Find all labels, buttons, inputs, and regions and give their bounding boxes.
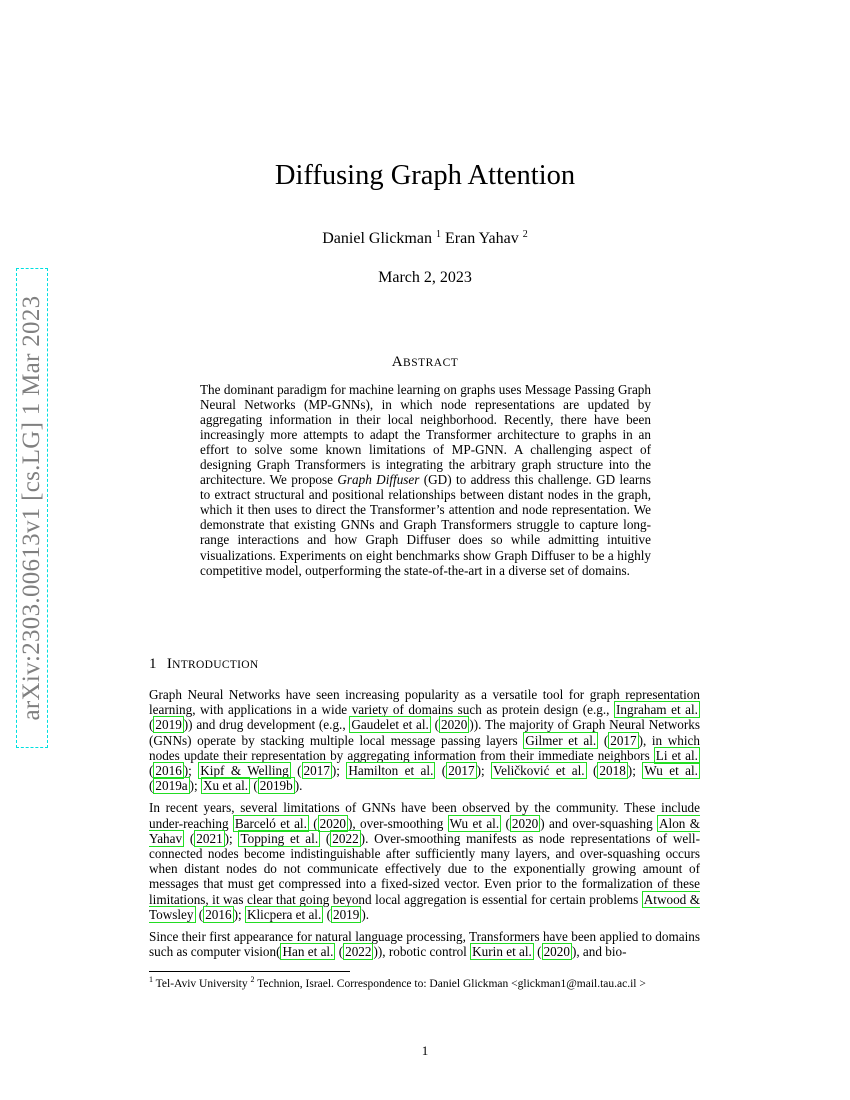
citation-link[interactable]: 2020	[440, 717, 468, 733]
citation-link[interactable]: Han et al.	[282, 944, 334, 960]
author-affiliation-mark: 1	[435, 229, 441, 240]
section-title-rest: NTRODUCTION	[172, 659, 259, 671]
arxiv-identifier: arXiv:2303.00613v1 [cs.LG] 1 Mar 2023	[18, 295, 45, 721]
abstract-text: (GD) to address this challenge. GD learns to extract structural and positional relationships between distant nodes in the graph, which it then uses to direct the Transformer’s attention and node representation. We demonstrate that existing GNNs and Graph Transformers struggle to capture long-range interactions and how Graph Diffuser does so while admitting intuitive visualizations. Experiments on eight benchmarks show Graph Diffuser to be a highly competitive model, outperforming the state-of-the-art in a diverse set of domains.	[200, 472, 651, 578]
citation-link[interactable]: Xu et al.	[203, 778, 249, 794]
citation-link[interactable]: Gaudelet et al.	[351, 717, 429, 733]
paper-date: March 2, 2023	[378, 269, 472, 286]
citation-link[interactable]: Kurin et al.	[472, 944, 532, 960]
abstract-heading-rest: BSTRACT	[403, 357, 459, 369]
citation-link[interactable]: Wu et al.	[644, 763, 698, 779]
paragraph-text: ) and over-squashing	[540, 815, 657, 831]
citation-link[interactable]: Kipf & Welling	[200, 763, 289, 779]
abstract-body	[200, 382, 651, 578]
author-affiliation-mark: 2	[522, 229, 528, 240]
paragraph-text: );	[183, 763, 199, 779]
footnote-mark: 1	[149, 975, 153, 984]
citation-link[interactable]: Topping et al.	[240, 830, 319, 846]
citation-link[interactable]: 2019	[332, 906, 360, 922]
paper-title: Diffusing Graph Attention	[274, 160, 576, 191]
paragraph-text: (	[586, 763, 598, 779]
paragraph-text: (	[533, 944, 542, 960]
paragraph-text: );	[189, 778, 201, 794]
paragraph	[149, 929, 700, 959]
paragraph-text: ). Over-smoothing manifests as node representations of well-connected nodes become indistinguishable after sufficiently many layers, and over-squashing occurs when distant nodes do not communicate effectively due to the exponentially growing amount of messages that must get compressed into a fixed-sized vector. Even prior to the formalization of these limitations, it was clear that going beyond local aggregation is essential for certain problems	[149, 830, 700, 907]
paragraph-text: (	[430, 717, 439, 733]
abstract-text: The dominant paradigm for machine learning on graphs uses Message Passing Graph Neural Networks (MP-GNNs), in which node representations are updated by aggregating information in their local neighborhood. Recently, there have been increasingly more attempts to adapt the Transformer architecture to graphs in an effort to solve some known limitations of MP-GNN. A challenging aspect of designing Graph Transformers is integrating the arbitrary graph structure into the architecture. We propose	[200, 382, 651, 488]
paragraph-text: );	[331, 763, 347, 779]
paragraph-text: )) and drug development (e.g.,	[183, 717, 350, 733]
paragraph-text: (	[184, 830, 195, 846]
paragraph-text: (	[501, 815, 510, 831]
citation-link[interactable]: Alon & Yahav	[149, 815, 700, 846]
footnote	[149, 973, 700, 991]
citation-link[interactable]: 2019	[155, 717, 182, 733]
arxiv-sidebar-stamp[interactable]	[16, 268, 48, 748]
paragraph	[149, 687, 700, 793]
introduction-body	[149, 687, 700, 966]
abstract-heading	[0, 354, 850, 371]
paragraph-text: Graph Neural Networks have seen increasing popularity as a versatile tool for graph representation learning, with applications in a wide variety of domains such as protein design (e.g.,	[149, 687, 700, 718]
paragraph-text: );	[233, 906, 245, 922]
paragraph	[149, 800, 700, 922]
paragraph-text: ).	[294, 778, 303, 794]
paragraph-text: (	[250, 778, 258, 794]
citation-link[interactable]: 2021	[196, 830, 223, 846]
citation-link[interactable]: 2022	[332, 830, 359, 846]
author-name: Eran Yahav	[444, 230, 519, 247]
paragraph-text: ), over-smoothing	[348, 815, 448, 831]
paragraph-text: ), in which nodes update their representation by aggregating information from their immediate neighbors	[149, 732, 700, 763]
paragraph-text: (	[149, 717, 154, 733]
paragraph-text: );	[224, 830, 239, 846]
paragraph-text: )). The majority of Graph Neural Networks (GNNs) operate by stacking multiple local message passing layers	[149, 717, 700, 748]
abstract-emphasis: Graph Diffuser	[337, 472, 420, 488]
citation-link[interactable]: Hamilton et al.	[348, 763, 434, 779]
paragraph-text: );	[476, 763, 492, 779]
paragraph-text: (	[195, 906, 204, 922]
paragraph-text: (	[598, 732, 609, 748]
citation-link[interactable]: Veličković et al.	[493, 763, 585, 779]
abstract-heading-initial: A	[391, 354, 404, 370]
citation-link[interactable]: 2018	[599, 763, 626, 779]
footnote-divider	[149, 971, 350, 972]
paragraph-text: );	[627, 763, 643, 779]
citation-link[interactable]: 2017	[610, 732, 637, 748]
citation-link[interactable]: Ingraham et al.	[616, 702, 698, 718]
paragraph-text: ).	[361, 906, 370, 922]
citation-link[interactable]: 2019a	[155, 778, 188, 794]
footnote-text: Tel-Aviv University	[153, 977, 251, 990]
section-heading-introduction	[149, 656, 258, 673]
author-name: Daniel Glickman	[322, 230, 432, 247]
paragraph-text: (	[435, 763, 447, 779]
citation-link[interactable]: Gilmer et al.	[525, 732, 597, 748]
paragraph-text: ), and bio-	[571, 944, 627, 960]
citation-link[interactable]: 2022	[345, 944, 372, 960]
paragraph-text: (	[335, 944, 344, 960]
citation-link[interactable]: 2020	[543, 944, 570, 960]
paragraph-text: )), robotic control	[373, 944, 471, 960]
footnote-mark: 2	[250, 975, 255, 984]
citation-link[interactable]: 2016	[155, 763, 182, 779]
footnote-text: Technion, Israel. Correspondence to: Daniel Glickman <glickman1@mail.tau.ac.il >	[254, 977, 646, 990]
paragraph-text: In recent years, several limitations of GNNs have been observed by the community. These include under-reaching	[149, 800, 700, 831]
citation-link[interactable]: 2020	[511, 815, 539, 831]
citation-link[interactable]: Klicpera et al.	[246, 906, 322, 922]
citation-link[interactable]: 2017	[303, 763, 330, 779]
paragraph-text: (	[149, 778, 154, 794]
paragraph-text: (	[308, 815, 318, 831]
citation-link[interactable]: 2016	[205, 906, 232, 922]
citation-link[interactable]: 2019b	[259, 778, 293, 794]
paragraph-text: (	[320, 830, 331, 846]
citation-link[interactable]: 2020	[319, 815, 347, 831]
paragraph-text: (	[323, 906, 331, 922]
citation-link[interactable]: Wu et al.	[449, 815, 500, 831]
citation-link[interactable]: 2017	[448, 763, 475, 779]
page-number: 1	[421, 1043, 429, 1058]
author-line	[0, 229, 850, 248]
paragraph-text: Since their first appearance for natural language processing, Transformers have been applied to domains such as computer vision(	[149, 929, 700, 960]
paragraph-text: (	[290, 763, 302, 779]
section-number: 1	[149, 656, 157, 672]
citation-link[interactable]: Li et al.	[655, 747, 698, 763]
section-title-initial: I	[166, 656, 173, 672]
paragraph-text: (	[149, 763, 154, 779]
citation-link[interactable]: Barceló et al.	[234, 815, 307, 831]
citation-link[interactable]: Atwood & Towsley	[149, 891, 700, 922]
